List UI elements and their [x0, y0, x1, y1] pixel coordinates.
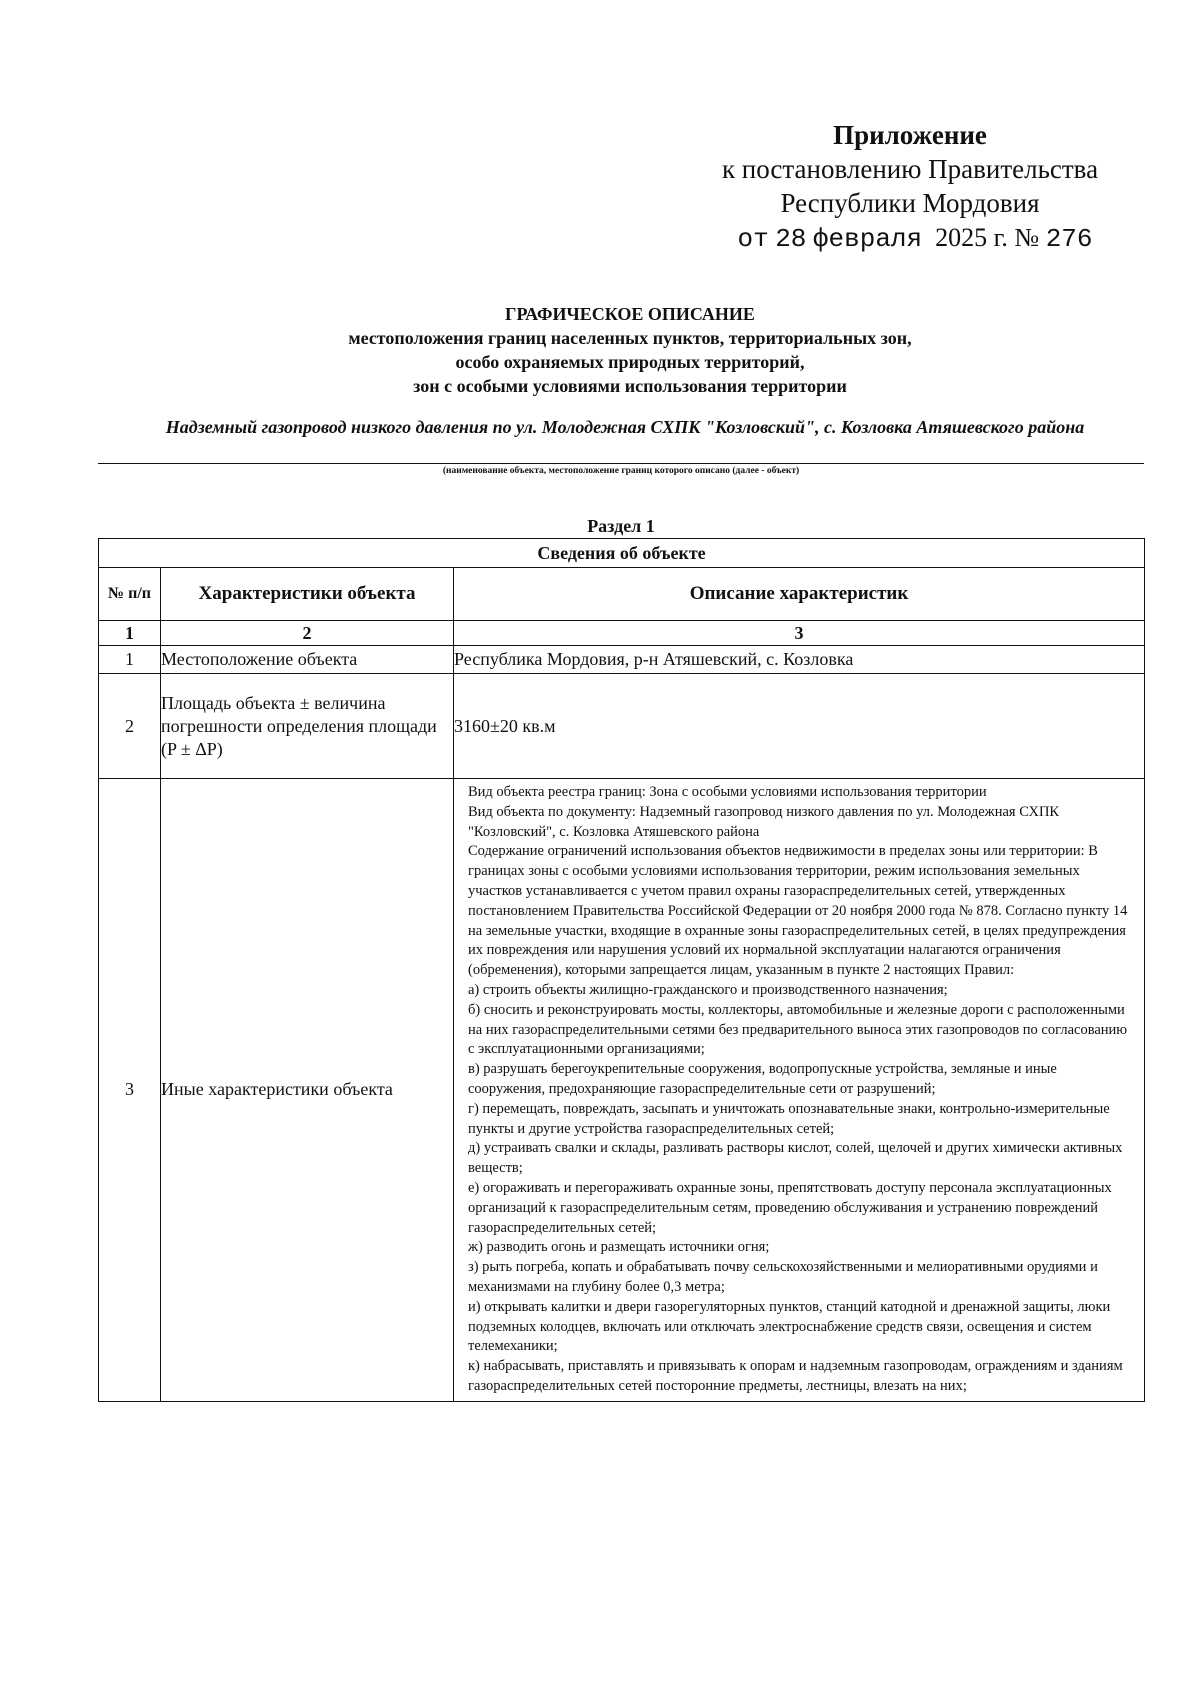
row-num: 3 — [99, 779, 161, 1402]
table-caption: Сведения об объекте — [99, 539, 1145, 568]
header-description: Описание характеристик — [454, 568, 1145, 621]
table-row — [99, 646, 1145, 674]
object-info-table — [98, 538, 1145, 1402]
decree-number: 276 — [1045, 224, 1093, 254]
document-title-main: ГРАФИЧЕСКОЕ ОПИСАНИЕ — [505, 304, 755, 324]
row-description: Вид объекта реестра границ: Зона с особыми условиями использования территории Вид объекта по документу: Надземный газопровод низкого давления по ул. Молодежная СХПК "Козловский", с. Козловка Атяшевского района Содержание ограничений использования объектов недвижимости в пределах зоны или территории: В границах зоны с особыми условиями использования территории, режим использования земельных участков устанавливается с учетом правил охраны газораспределительных сетей, утвержденных постановлением Правительства Российской Федерации от 20 ноября 2000 года № 878. Согласно пункту 14 на земельные участки, входящие в охранные зоны газораспределительных сетей, в целях предупреждения их повреждения или нарушения условий их нормальной эксплуатации налагаются ограничения (обременения), которыми запрещается лицам, указанным в пункте 2 настоящих Правил: а) строить объекты жилищно-гражданского и производственного назначения; б) сносить и реконструировать мосты, коллекторы, автомобильные и железные дороги с расположенными на них газораспределительными сетями без предварительного выноса этих газопроводов по согласованию с эксплуатационными организациями; в) разрушать берегоукрепительные сооружения, водопропускные устройства, земляные и иные сооружения, предохраняющие газораспределительные сети от разрушений; г) перемещать, повреждать, засыпать и уничтожать опознавательные знаки, контрольно-измерительные пункты и другие устройства газораспределительных сетей; д) устраивать свалки и склады, разливать растворы кислот, солей, щелочей и других химически активных веществ; е) огораживать и перегораживать охранные зоны, препятствовать доступу персонала эксплуатационных организаций к газораспределительным сетям, проведению обслуживания и устранению повреждений газораспределительных сетей; ж) разводить огонь и размещать источники огня; з) рыть погреба, копать и обрабатывать почву сельскохозяйственными и мелиоративными орудиями и механизмами на глубину более 0,3 метра; и) открывать калитки и двери газорегуляторных пунктов, станций катодной и дренажной защиты, люки подземных колодцев, включать или отключать электроснабжение средств связи, освещения и систем телемеханики; к) набрасывать, приставлять и привязывать к опорам и надземным газопроводам, ограждениям и зданиям газораспределительных сетей посторонние предметы, лестницы, влезать на них; — [454, 779, 1145, 1402]
index-col-1: 1 — [99, 621, 161, 646]
row-description: 3160±20 кв.м — [454, 674, 1145, 779]
row-num: 2 — [99, 674, 161, 779]
appendix-title: Приложение — [833, 120, 987, 150]
date-prefix: от — [737, 224, 769, 254]
date-month: февраля — [812, 224, 923, 254]
row-characteristic: Иные характеристики объекта — [161, 779, 454, 1402]
date-day: 28 — [775, 224, 807, 254]
date-year: 2025 — [935, 223, 988, 252]
row-description: Республика Мордовия, р-н Атяшевский, с. Козловка — [454, 646, 1145, 674]
object-name: Надземный газопровод низкого давления по ул. Молодежная СХПК "Козловский", с. Козловка Атяшевского района — [165, 417, 1085, 437]
header-num: № п/п — [99, 568, 161, 621]
section-title: Раздел 1 — [587, 516, 655, 536]
header-characteristic: Характеристики объекта — [161, 568, 454, 621]
document-title — [90, 302, 1170, 398]
row-characteristic: Местоположение объекта — [161, 646, 454, 674]
row-num: 1 — [99, 646, 161, 674]
object-name-caption: (наименование объекта, местоположение границ которого описано (далее - объект) — [442, 466, 800, 476]
appendix-date — [710, 220, 1120, 257]
object-name-underline — [98, 463, 1144, 464]
appendix-block — [700, 118, 1120, 257]
date-g: г. № — [993, 223, 1040, 252]
table-row — [99, 674, 1145, 779]
index-col-2: 2 — [161, 621, 454, 646]
index-col-3: 3 — [454, 621, 1145, 646]
appendix-line-1: к постановлению Правительства — [721, 154, 1099, 184]
table-index-row — [99, 621, 1145, 646]
row-characteristic: Площадь объекта ± величина погрешности определения площади (P ± ΔP) — [161, 674, 454, 779]
table-row — [99, 779, 1145, 1402]
table-header-row — [99, 568, 1145, 621]
table-caption-row — [99, 539, 1145, 568]
document-title-line-1: местоположения границ населенных пунктов, территориальных зон, — [348, 328, 912, 348]
document-title-line-2: особо охраняемых природных территорий, — [455, 352, 805, 372]
document-title-line-3: зон с особыми условиями использования территории — [413, 376, 847, 396]
appendix-line-2: Республики Мордовия — [780, 188, 1040, 218]
